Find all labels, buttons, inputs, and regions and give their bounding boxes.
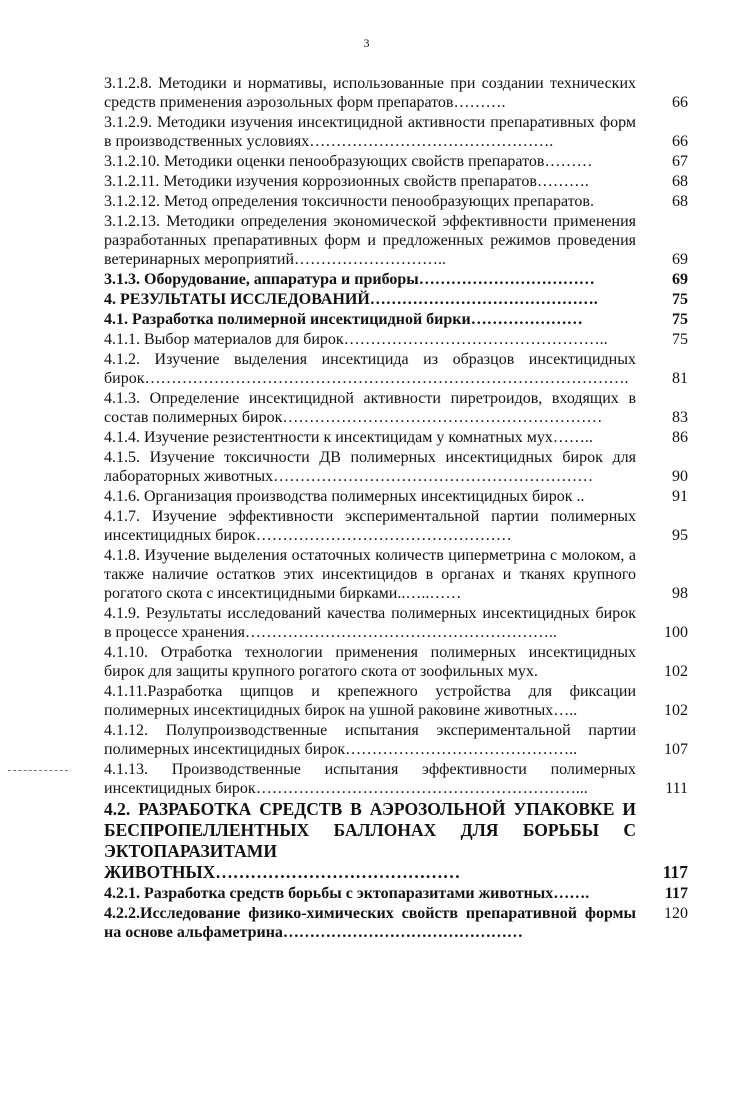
- toc-entry-4-2: [104, 799, 688, 883]
- toc-entry-page: 75: [672, 311, 688, 328]
- toc-entry-text: 4. РЕЗУЛЬТАТЫ ИССЛЕДОВАНИЙ…………………………………….: [104, 291, 598, 308]
- toc-entry-page: 66: [672, 94, 688, 111]
- toc-entry-text: 4.1.6. Организация производства полимерных инсектицидных бирок ..: [104, 488, 585, 505]
- toc-entry-3-1-2-8: [104, 74, 688, 112]
- toc-entry-text: 4.1.1. Выбор материалов для бирок…………………………………………..: [104, 331, 608, 348]
- toc-entry-text: 4.1.11.Разработка щипцов и крепежного устройства для фиксации полимерных инсектицидных бирок на ушной раковине животных…..: [104, 683, 636, 719]
- page-number: 3: [363, 36, 370, 50]
- toc-entry-text: 4.2.2.Исследование физико-химических свойств препаративной формы на основе альфаметрина………………………………………: [104, 905, 636, 941]
- toc-entry-4-2-2: [104, 904, 688, 942]
- toc-entry-page: 69: [672, 271, 688, 288]
- toc-entry-3-1-2-10: [104, 152, 688, 171]
- toc-entry-text: 4.1.10. Отработка технологии применения полимерных инсектицидных бирок для защиты крупного рогатого скота от зоофильных мух.: [104, 644, 636, 680]
- toc-entry-3-1-2-9: [104, 113, 688, 151]
- toc-entry-text: 3.1.2.11. Методики изучения коррозионных свойств препаратов……….: [104, 173, 589, 190]
- toc-entry-page: 107: [664, 741, 688, 758]
- toc-entry-text: 4.1. Разработка полимерной инсектицидной бирки…………………: [104, 311, 583, 328]
- toc-entry-page: 95: [672, 527, 688, 544]
- toc-entry-text: 3.1.2.13. Методики определения экономической эффективности применения разработанных препаративных форм и предложенных режимов проведения ветеринарных мероприятий………………………..: [104, 213, 636, 268]
- toc-entry-page: 102: [664, 702, 688, 719]
- toc-entry-page: 117: [662, 862, 688, 882]
- toc-entry-page: 69: [672, 251, 688, 268]
- toc-entry-page: 86: [672, 429, 688, 446]
- toc-entry-4-1-7: [104, 507, 688, 545]
- toc-entry-4-1-4: [104, 428, 688, 447]
- toc-entry-4-1-10: [104, 643, 688, 681]
- toc-entry-4-1-5: [104, 448, 688, 486]
- toc-entry-text: 4.1.2. Изучение выделения инсектицида из образцов инсектицидных бирок……………………………………………………………………………….: [104, 351, 636, 387]
- toc-entry-page: 91: [672, 488, 688, 505]
- toc-entry-4-1-2: [104, 350, 688, 388]
- toc-entry-4-1-13: [104, 760, 688, 798]
- toc-entry-page: 75: [672, 331, 688, 348]
- toc-entry-text: 4.2. РАЗРАБОТКА СРЕДСТВ В АЭРОЗОЛЬНОЙ УПАКОВКЕ И БЕСПРОПЕЛЛЕНТНЫХ БАЛЛОНАХ ДЛЯ БОРЬБЫ С ЭКТОПАРАЗИТАМИ ЖИВОТНЫХ……………………………………: [104, 799, 636, 882]
- toc-entry-4-1-3: [104, 389, 688, 427]
- toc-entry-page: 81: [672, 370, 688, 387]
- toc-entry-3-1-2-12: [104, 192, 688, 211]
- toc-entry-page: 68: [672, 173, 688, 190]
- toc-entry-text: 4.1.3. Определение инсектицидной активности пиретроидов, входящих в состав полимерных бирок……………………………………………………: [104, 390, 636, 426]
- margin-mark: [8, 770, 68, 771]
- table-of-contents: [104, 74, 688, 943]
- toc-entry-text: 3.1.2.8. Методики и нормативы, использованные при создании технических средств применения аэрозольных форм препаратов……….: [104, 75, 636, 111]
- toc-entry-text: 4.2.1. Разработка средств борьбы с эктопаразитами животных…….: [104, 885, 590, 902]
- toc-entry-3-1-2-13: [104, 212, 688, 269]
- toc-entry-4-1: [104, 310, 688, 329]
- toc-entry-4-1-8: [104, 546, 688, 603]
- toc-entry-text: 3.1.2.9. Методики изучения инсектицидной активности препаративных форм в производственных условиях……………………………………….: [104, 114, 636, 150]
- toc-entry-4-1-9: [104, 604, 688, 642]
- toc-entry-4: [104, 290, 688, 309]
- toc-entry-text: 3.1.2.12. Метод определения токсичности пенообразующих препаратов.: [104, 193, 594, 210]
- toc-entry-text: 4.1.9. Результаты исследований качества полимерных инсектицидных бирок в процессе хранения…………………………………………………..: [104, 605, 636, 641]
- toc-entry-text: 4.1.13. Производственные испытания эффективности полимерных инсектицидных бирок……………………………………………………...: [104, 761, 636, 797]
- toc-entry-4-1-12: [104, 721, 688, 759]
- toc-entry-page: 120: [664, 905, 688, 922]
- toc-entry-text: 3.1.3. Оборудование, аппаратура и приборы……………………………: [104, 271, 595, 288]
- toc-entry-text: 4.1.4. Изучение резистентности к инсектицидам у комнатных мух……..: [104, 429, 593, 446]
- toc-entry-page: 102: [664, 663, 688, 680]
- toc-entry-text: 4.1.12. Полупроизводственные испытания экспериментальной партии полимерных инсектицидных бирок……………………………………..: [104, 722, 636, 758]
- toc-entry-page: 83: [672, 409, 688, 426]
- toc-entry-text: 4.1.5. Изучение токсичности ДВ полимерных инсектицидных бирок для лабораторных животных……………………………………………………: [104, 449, 636, 485]
- toc-entry-page: 100: [664, 624, 688, 641]
- toc-entry-text: 3.1.2.10. Методики оценки пенообразующих свойств препаратов………: [104, 153, 593, 170]
- toc-entry-4-1-11: [104, 682, 688, 720]
- toc-entry-3-1-2-11: [104, 172, 688, 191]
- toc-entry-page: 66: [672, 133, 688, 150]
- toc-entry-page: 75: [672, 291, 688, 308]
- toc-entry-page: 111: [665, 780, 688, 797]
- toc-entry-text: 4.1.8. Изучение выделения остаточных количеств циперметрина с молоком, а также наличие остатков этих инсектицидов в органах и тканях крупного рогатого скота с инсектицидными бирками..…..……: [104, 547, 636, 602]
- toc-entry-page: 68: [672, 193, 688, 210]
- toc-entry-3-1-3: [104, 270, 688, 289]
- toc-entry-4-1-1: [104, 330, 688, 349]
- toc-entry-text: 4.1.7. Изучение эффективности экспериментальной партии полимерных инсектицидных бирок…………………………………………: [104, 508, 636, 544]
- toc-entry-4-1-6: [104, 487, 688, 506]
- toc-entry-page: 117: [664, 885, 688, 902]
- toc-entry-page: 67: [672, 153, 688, 170]
- toc-entry-page: 90: [672, 468, 688, 485]
- toc-entry-4-2-1: [104, 884, 688, 903]
- toc-entry-page: 98: [672, 585, 688, 602]
